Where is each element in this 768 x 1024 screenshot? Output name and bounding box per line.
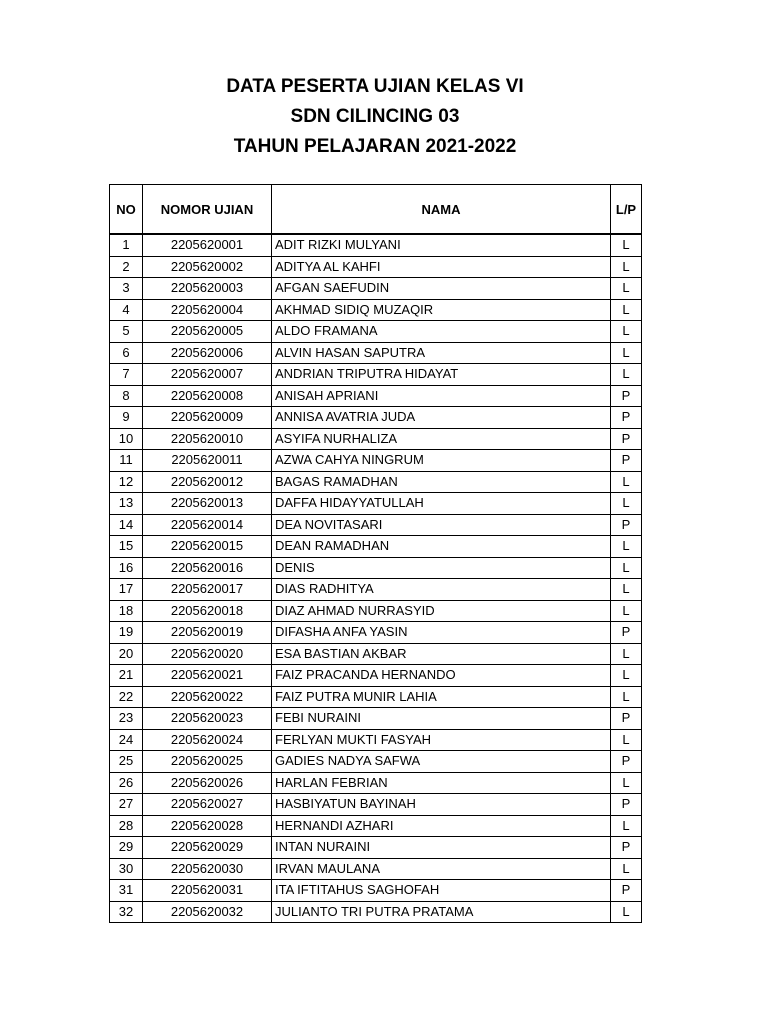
table-row — [110, 686, 642, 708]
table-row — [110, 278, 642, 300]
cell-nomor-ujian: 2205620019 — [143, 622, 272, 644]
cell-nama: DEAN RAMADHAN — [272, 536, 611, 558]
table-row — [110, 342, 642, 364]
academic-year: TAHUN PELAJARAN 2021-2022 — [233, 136, 517, 157]
cell-nomor-ujian: 2205620002 — [143, 256, 272, 278]
table-row — [110, 536, 642, 558]
cell-nomor-ujian: 2205620024 — [143, 729, 272, 751]
cell-nomor-ujian: 2205620008 — [143, 385, 272, 407]
cell-lp: L — [611, 557, 642, 579]
table-row — [110, 708, 642, 730]
cell-lp: L — [611, 858, 642, 880]
cell-lp: P — [611, 450, 642, 472]
cell-lp: P — [611, 794, 642, 816]
document-title — [0, 72, 750, 162]
table-row — [110, 428, 642, 450]
cell-lp: P — [611, 708, 642, 730]
cell-lp: L — [611, 364, 642, 386]
cell-nomor-ujian: 2205620032 — [143, 901, 272, 923]
cell-nomor-ujian: 2205620023 — [143, 708, 272, 730]
cell-no: 26 — [110, 772, 143, 794]
cell-lp: P — [611, 514, 642, 536]
table-row — [110, 557, 642, 579]
cell-nama: HARLAN FEBRIAN — [272, 772, 611, 794]
cell-nama: HASBIYATUN BAYINAH — [272, 794, 611, 816]
table-row — [110, 364, 642, 386]
table-row — [110, 751, 642, 773]
table-row — [110, 579, 642, 601]
table-body — [110, 234, 642, 923]
table-row — [110, 622, 642, 644]
cell-nama: DIAS RADHITYA — [272, 579, 611, 601]
cell-no: 13 — [110, 493, 143, 515]
cell-no: 14 — [110, 514, 143, 536]
cell-nama: BAGAS RAMADHAN — [272, 471, 611, 493]
cell-nama: AKHMAD SIDIQ MUZAQIR — [272, 299, 611, 321]
cell-nama: FEBI NURAINI — [272, 708, 611, 730]
cell-no: 18 — [110, 600, 143, 622]
cell-nomor-ujian: 2205620011 — [143, 450, 272, 472]
cell-nama: DENIS — [272, 557, 611, 579]
cell-nomor-ujian: 2205620015 — [143, 536, 272, 558]
cell-no: 8 — [110, 385, 143, 407]
cell-nomor-ujian: 2205620026 — [143, 772, 272, 794]
header-nama: NAMA — [272, 185, 611, 235]
cell-nomor-ujian: 2205620016 — [143, 557, 272, 579]
cell-nama: IRVAN MAULANA — [272, 858, 611, 880]
cell-nomor-ujian: 2205620017 — [143, 579, 272, 601]
cell-nama: ADITYA AL KAHFI — [272, 256, 611, 278]
header-row — [110, 185, 642, 235]
cell-nomor-ujian: 2205620010 — [143, 428, 272, 450]
cell-lp: L — [611, 493, 642, 515]
cell-no: 11 — [110, 450, 143, 472]
cell-no: 16 — [110, 557, 143, 579]
cell-nomor-ujian: 2205620001 — [143, 234, 272, 256]
table-row — [110, 729, 642, 751]
cell-nomor-ujian: 2205620030 — [143, 858, 272, 880]
cell-lp: L — [611, 342, 642, 364]
cell-lp: L — [611, 815, 642, 837]
table-row — [110, 493, 642, 515]
table-row — [110, 471, 642, 493]
cell-no: 9 — [110, 407, 143, 429]
cell-nama: AZWA CAHYA NINGRUM — [272, 450, 611, 472]
cell-no: 7 — [110, 364, 143, 386]
cell-nama: FAIZ PUTRA MUNIR LAHIA — [272, 686, 611, 708]
header-lp: L/P — [611, 185, 642, 235]
cell-lp: L — [611, 901, 642, 923]
table-row — [110, 299, 642, 321]
cell-nomor-ujian: 2205620028 — [143, 815, 272, 837]
cell-no: 30 — [110, 858, 143, 880]
cell-lp: P — [611, 837, 642, 859]
cell-lp: P — [611, 407, 642, 429]
table-row — [110, 794, 642, 816]
title-line: DATA PESERTA UJIAN KELAS VI — [226, 76, 524, 97]
cell-no: 17 — [110, 579, 143, 601]
cell-nomor-ujian: 2205620014 — [143, 514, 272, 536]
cell-nama: ANNISA AVATRIA JUDA — [272, 407, 611, 429]
cell-nomor-ujian: 2205620029 — [143, 837, 272, 859]
cell-nama: FAIZ PRACANDA HERNANDO — [272, 665, 611, 687]
cell-lp: L — [611, 256, 642, 278]
cell-nomor-ujian: 2205620027 — [143, 794, 272, 816]
cell-nomor-ujian: 2205620006 — [143, 342, 272, 364]
table-row — [110, 256, 642, 278]
table-header — [110, 185, 642, 235]
cell-lp: L — [611, 600, 642, 622]
cell-no: 10 — [110, 428, 143, 450]
cell-lp: L — [611, 299, 642, 321]
cell-no: 22 — [110, 686, 143, 708]
table-row — [110, 837, 642, 859]
school-name: SDN CILINCING 03 — [290, 106, 460, 127]
cell-lp: L — [611, 536, 642, 558]
cell-lp: L — [611, 234, 642, 256]
cell-nama: ALDO FRAMANA — [272, 321, 611, 343]
cell-nama: JULIANTO TRI PUTRA PRATAMA — [272, 901, 611, 923]
cell-nama: DEA NOVITASARI — [272, 514, 611, 536]
cell-no: 4 — [110, 299, 143, 321]
cell-lp: L — [611, 278, 642, 300]
cell-nama: ITA IFTITAHUS SAGHOFAH — [272, 880, 611, 902]
cell-nama: HERNANDI AZHARI — [272, 815, 611, 837]
cell-no: 1 — [110, 234, 143, 256]
cell-lp: P — [611, 385, 642, 407]
table-row — [110, 321, 642, 343]
participant-table — [109, 184, 642, 923]
cell-nama: DIFASHA ANFA YASIN — [272, 622, 611, 644]
cell-nomor-ujian: 2205620013 — [143, 493, 272, 515]
table-row — [110, 514, 642, 536]
header-nomor-ujian: NOMOR UJIAN — [143, 185, 272, 235]
cell-lp: L — [611, 471, 642, 493]
cell-lp: P — [611, 428, 642, 450]
table-row — [110, 407, 642, 429]
cell-nama: ANDRIAN TRIPUTRA HIDAYAT — [272, 364, 611, 386]
cell-no: 31 — [110, 880, 143, 902]
cell-nama: ANISAH APRIANI — [272, 385, 611, 407]
cell-no: 3 — [110, 278, 143, 300]
cell-nama: DIAZ AHMAD NURRASYID — [272, 600, 611, 622]
table-row — [110, 665, 642, 687]
cell-nama: FERLYAN MUKTI FASYAH — [272, 729, 611, 751]
cell-nomor-ujian: 2205620025 — [143, 751, 272, 773]
cell-no: 12 — [110, 471, 143, 493]
cell-no: 32 — [110, 901, 143, 923]
cell-nama: ASYIFA NURHALIZA — [272, 428, 611, 450]
cell-no: 25 — [110, 751, 143, 773]
cell-nama: ESA BASTIAN AKBAR — [272, 643, 611, 665]
cell-lp: P — [611, 880, 642, 902]
cell-nomor-ujian: 2205620020 — [143, 643, 272, 665]
cell-no: 5 — [110, 321, 143, 343]
table-row — [110, 858, 642, 880]
cell-nama: DAFFA HIDAYYATULLAH — [272, 493, 611, 515]
cell-nomor-ujian: 2205620022 — [143, 686, 272, 708]
cell-nama: ADIT RIZKI MULYANI — [272, 234, 611, 256]
cell-no: 2 — [110, 256, 143, 278]
cell-nama: AFGAN SAEFUDIN — [272, 278, 611, 300]
table-row — [110, 234, 642, 256]
table-row — [110, 815, 642, 837]
cell-no: 19 — [110, 622, 143, 644]
cell-lp: L — [611, 321, 642, 343]
cell-no: 23 — [110, 708, 143, 730]
cell-nomor-ujian: 2205620005 — [143, 321, 272, 343]
cell-no: 21 — [110, 665, 143, 687]
table-row — [110, 901, 642, 923]
cell-nomor-ujian: 2205620007 — [143, 364, 272, 386]
table-row — [110, 600, 642, 622]
cell-lp: P — [611, 751, 642, 773]
cell-lp: L — [611, 772, 642, 794]
cell-no: 29 — [110, 837, 143, 859]
cell-nama: GADIES NADYA SAFWA — [272, 751, 611, 773]
table-row — [110, 450, 642, 472]
cell-nama: ALVIN HASAN SAPUTRA — [272, 342, 611, 364]
cell-nomor-ujian: 2205620031 — [143, 880, 272, 902]
cell-lp: P — [611, 622, 642, 644]
header-no: NO — [110, 185, 143, 235]
cell-no: 28 — [110, 815, 143, 837]
cell-nomor-ujian: 2205620004 — [143, 299, 272, 321]
cell-lp: L — [611, 643, 642, 665]
cell-lp: L — [611, 579, 642, 601]
table-row — [110, 385, 642, 407]
cell-no: 15 — [110, 536, 143, 558]
table-row — [110, 772, 642, 794]
table-row — [110, 643, 642, 665]
cell-lp: L — [611, 686, 642, 708]
cell-nomor-ujian: 2205620018 — [143, 600, 272, 622]
table-row — [110, 880, 642, 902]
cell-nama: INTAN NURAINI — [272, 837, 611, 859]
cell-nomor-ujian: 2205620021 — [143, 665, 272, 687]
cell-no: 6 — [110, 342, 143, 364]
cell-no: 27 — [110, 794, 143, 816]
cell-nomor-ujian: 2205620003 — [143, 278, 272, 300]
cell-nomor-ujian: 2205620009 — [143, 407, 272, 429]
cell-no: 20 — [110, 643, 143, 665]
cell-lp: L — [611, 665, 642, 687]
cell-nomor-ujian: 2205620012 — [143, 471, 272, 493]
cell-no: 24 — [110, 729, 143, 751]
cell-lp: L — [611, 729, 642, 751]
